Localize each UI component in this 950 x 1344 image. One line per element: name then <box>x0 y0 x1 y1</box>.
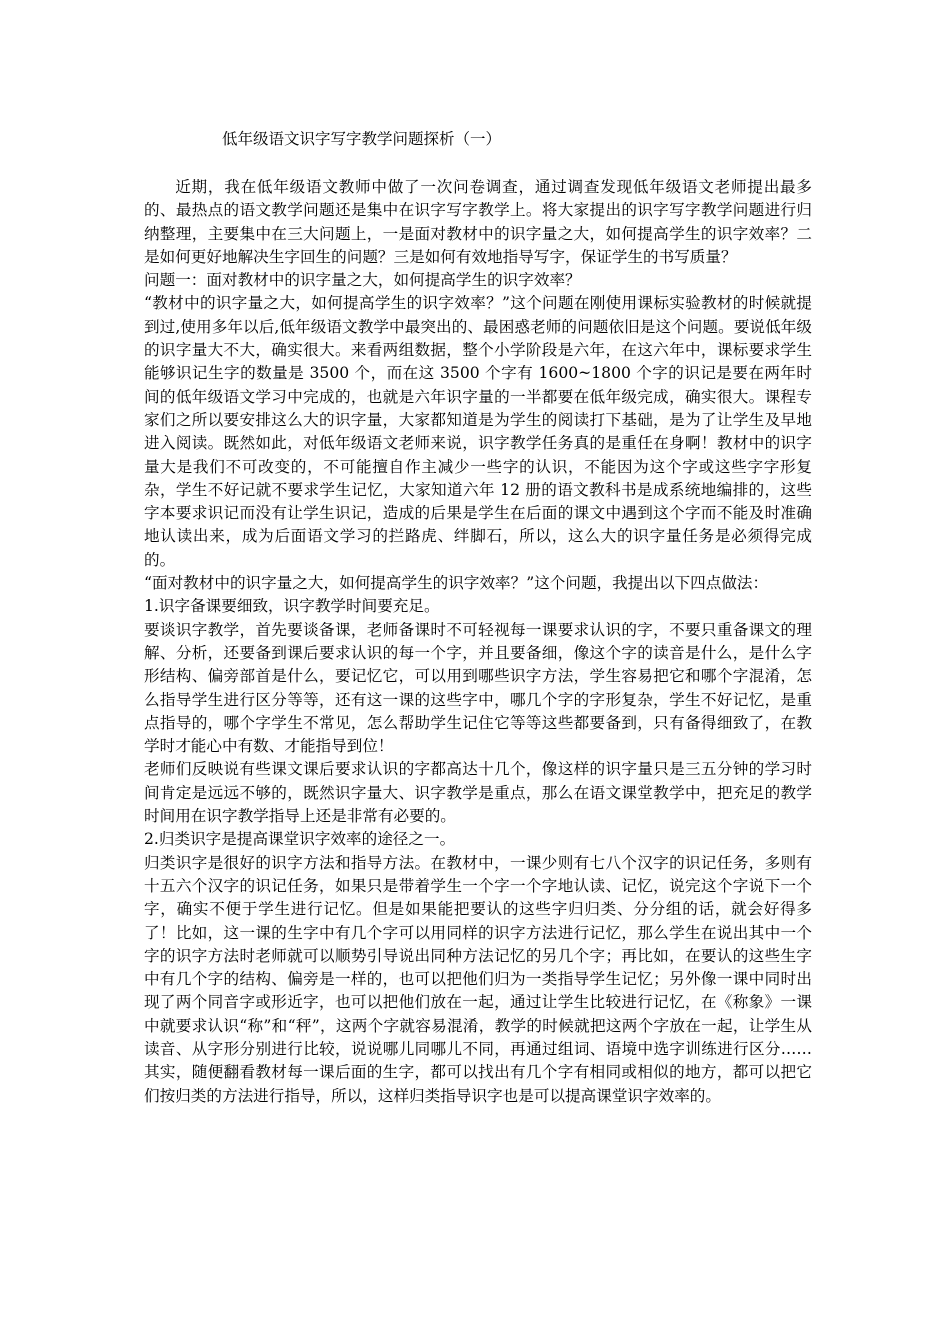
paragraph-methods-intro: “面对教材中的识字量之大，如何提高学生的识字效率？”这个问题，我提出以下四点做法： <box>144 574 769 593</box>
paragraph-point-two-body: 归类识字是很好的识字方法和指导方法。在教材中，一课少则有七八个汉字的识记任务，多则有十五六个汉字的识记任务，如果只是带着学生一个字一个字地认读、记忆，说完这个字说下一个字，确实不便于学生进行记忆。但是如果能把要认的这些字归归类、分分组的话，就会好得多了！比如，这一课的生字中有几个字可以用同样的识字方法进行记忆，那么学生在说出其中一个字的识字方法时老师就可以顺势引导说出同种方法记忆的另几个字；再比如，在要认的这些生字中有几个字的结构、偏旁是一样的，也可以把他们归为一类指导学生记忆；另外像一课中同时出现了两个同音字或形近字，也可以把他们放在一起，通过让学生比较进行记忆，在《称象》一课中就要求认识“称”和“秤”，这两个字就容易混淆，教学的时候就把这两个字放在一起，让学生从读音、从字形分别进行比较，说说哪儿同哪儿不同，再通过组词、语境中选字训练进行区分……其实，随便翻看教材每一课后面的生字，都可以找出有几个字有相同或相似的地方，都可以把它们按归类的方法进行指导，所以，这样归类指导识字也是可以提高课堂识字效率的。 <box>144 853 812 1105</box>
paragraph-point-one-heading: 1.识字备课要细致，识字教学时间要充足。 <box>144 597 440 616</box>
paragraph-point-one-body: 要谈识字教学，首先要谈备课，老师备课时不可轻视每一课要求认识的字，不要只重备课文的理解、分析，还要备到课后要求认识的每一个字，并且要备细，像这个字的读音是什么，是什么字形结构、偏旁部首是什么，要记忆它，可以用到哪些识字方法，学生容易把它和哪个字混淆，怎么指导学生进行区分等等，还有这一课的这些字中，哪几个字的字形复杂，学生不好记忆，是重点指导的，哪个字学生不常见，怎么帮助学生记住它等等这些都要备到，只有备得细致了，在教学时才能心中有数、才能指导到位！ <box>144 620 812 756</box>
paragraph-point-two-heading: 2.归类识字是提高课堂识字效率的途径之一。 <box>144 830 456 849</box>
paragraph-point-one-time: 老师们反映说有些课文课后要求认识的字都高达十几个，像这样的识字量只是三五分钟的学习时间肯定是远远不够的，既然识字量大、识字教学是重点，那么在语文课堂教学中，把充足的教学时间用在识字教学指导上还是非常有必要的。 <box>144 760 812 826</box>
paragraph-intro: 近期，我在低年级语文教师中做了一次问卷调查，通过调查发现低年级语文老师提出最多的、最热点的语文教学问题还是集中在识字写字教学上。将大家提出的识字写字教学问题进行归纳整理，主要集中在三大问题上，一是面对教材中的识字量之大，如何提高学生的识字效率？二是如何更好地解决生字回生的问题？三是如何有效地指导写字，保证学生的书写质量？ <box>144 178 812 266</box>
paragraph-discussion: “教材中的识字量之大，如何提高学生的识字效率？”这个问题在刚使用课标实验教材的时候就提到过,使用多年以后,低年级语文教学中最突出的、最困惑老师的问题依旧是这个问题。要说低年级的识字量大不大，确实很大。来看两组数据，整个小学阶段是六年，在这六年中，课标要求学生能够识记生字的数量是 3500 个，而在这 3500 个字有 1600~1800 个字的识记是要在两年时间的低年级语文学习中完成的，也就是六年识字量的一半都要在低年级完成，确实很大。课程专家们之所以要安排这么大的识字量，大家都知道是为学生的阅读打下基础，是为了让学生及早地进入阅读。既然如此，对低年级语文老师来说，识字教学任务真的是重任在身啊！教材中的识字量大是我们不可改变的，不可能擅自作主减少一些字的认识，不能因为这个字或这些字字形复杂，学生不好记就不要求学生记忆，大家知道六年 12 册的语文教科书是成系统地编排的，这些字本要求识记而没有让学生识记，造成的后果是学生在后面的课文中遇到这个字而不能及时准确地认读出来，成为后面语文学习的拦路虎、绊脚石，所以，这么大的识字量任务是必须得完成的。 <box>144 294 812 569</box>
document-body <box>144 176 812 1108</box>
paragraph-question-one: 问题一：面对教材中的识字量之大，如何提高学生的识字效率？ <box>144 271 581 290</box>
document-title: 低年级语文识字写字教学问题探析（一） <box>222 130 502 148</box>
